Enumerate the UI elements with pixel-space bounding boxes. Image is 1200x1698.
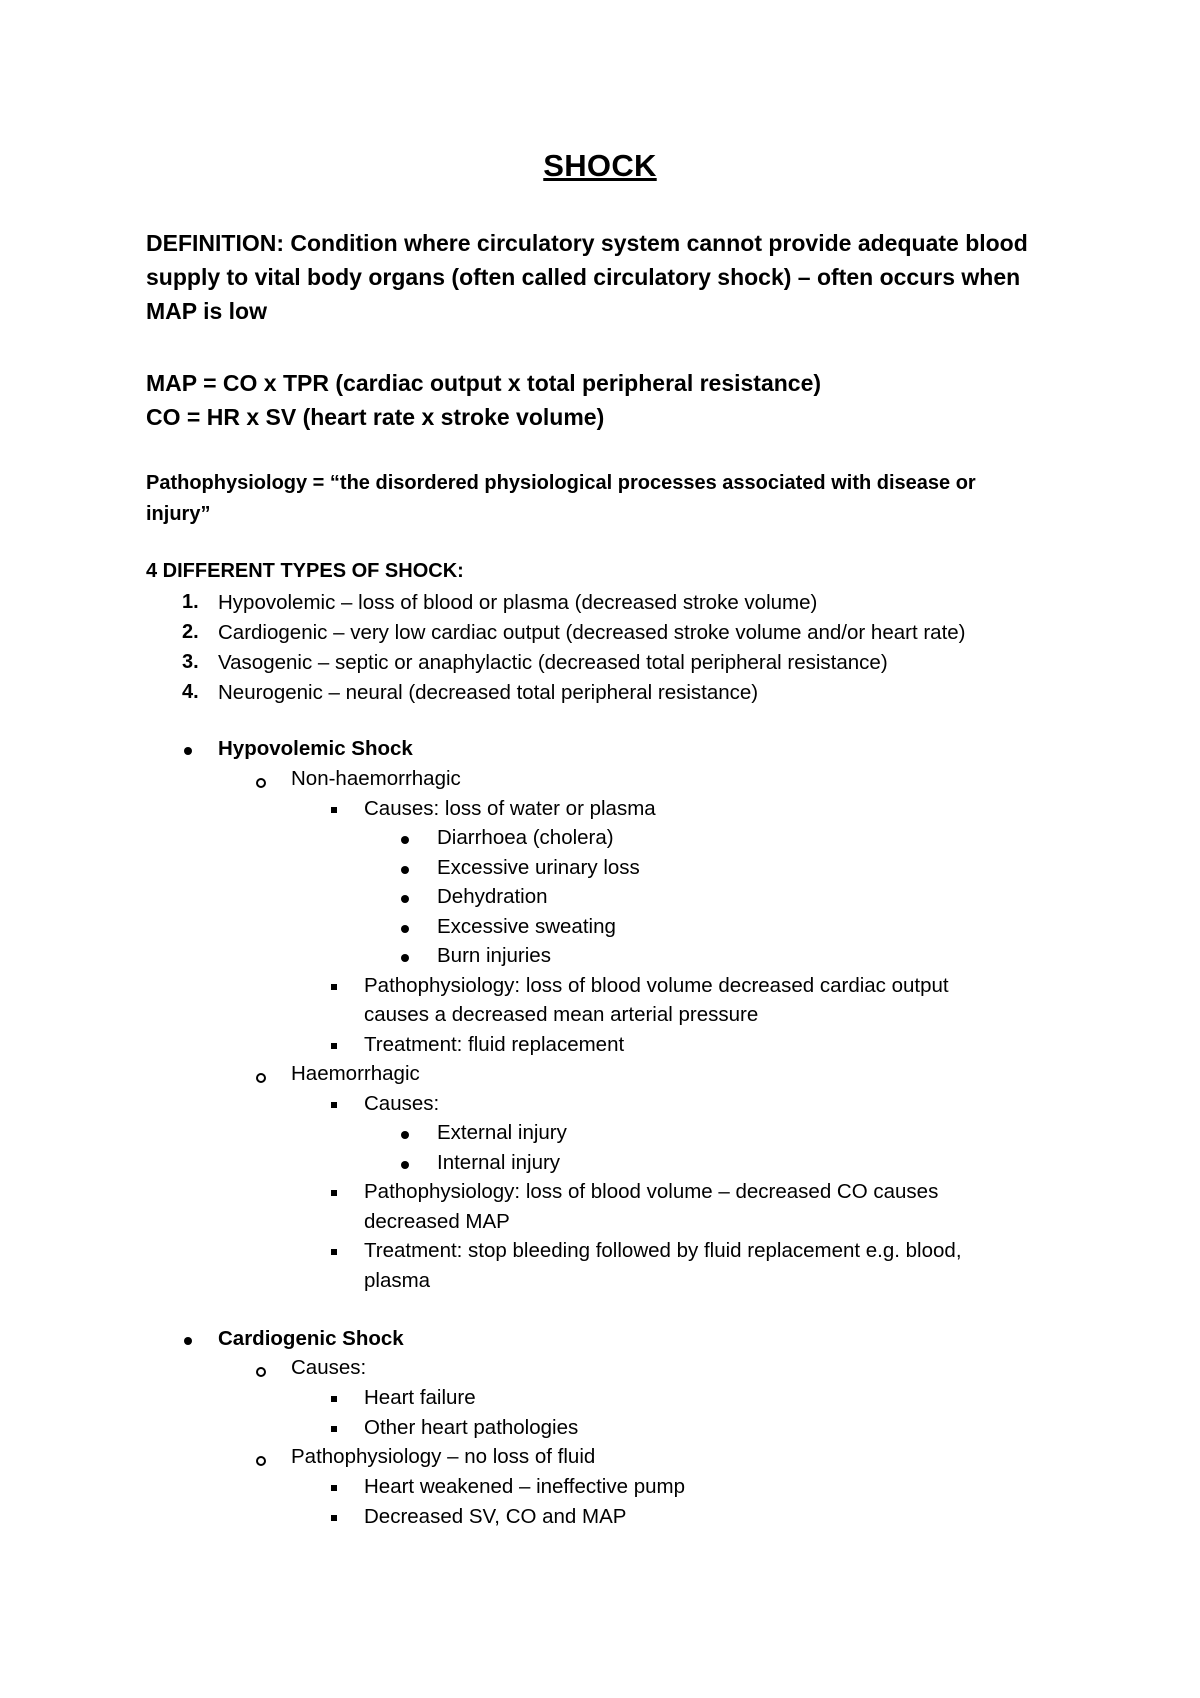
bullet-disc-icon [401,836,409,844]
pathophysiology-label: Pathophysiology – no loss of fluid [291,1445,596,1468]
types-heading: 4 DIFFERENT TYPES OF SHOCK: [146,560,464,582]
bullet-square-icon [331,984,337,990]
bullet-disc-icon [401,866,409,874]
page-title: SHOCK [543,148,657,183]
type-number: 4. [182,681,199,703]
section-heading-cardiogenic: Cardiogenic Shock [218,1327,404,1350]
pathophysiology-text: Pathophysiology: loss of blood volume – decreased CO causes [364,1180,939,1203]
type-number: 3. [182,651,199,673]
list-item: Other heart pathologies [364,1416,579,1439]
definition-paragraph: DEFINITION: Condition where circulatory system cannot provide adequate blood supply to vital body organs (often called circulatory shock) – often occurs when MAP is low [146,230,1028,324]
bullet-square-icon [331,1190,337,1196]
bullet-square-icon [331,1485,337,1491]
bullet-square-icon [331,1396,337,1402]
formula-co: CO = HR x SV (heart rate x stroke volume) [146,404,605,430]
pathophysiology-text: decreased MAP [364,1210,510,1233]
subheading-non-haemorrhagic: Non-haemorrhagic [291,767,461,790]
bullet-disc-icon [401,954,409,962]
bullet-square-icon [331,1043,337,1049]
list-item: Burn injuries [437,944,551,967]
list-item: Internal injury [437,1151,561,1174]
pathophysiology-text: causes a decreased mean arterial pressure [364,1003,759,1026]
bullet-square-icon [331,1102,337,1108]
type-item: Neurogenic – neural (decreased total peripheral resistance) [218,681,759,704]
bullet-disc-icon [184,747,192,755]
type-item: Hypovolemic – loss of blood or plasma (decreased stroke volume) [218,591,818,614]
list-item: Heart weakened – ineffective pump [364,1475,685,1498]
pathophysiology-text: Pathophysiology: loss of blood volume decreased cardiac output [364,974,949,997]
type-number: 1. [182,591,199,613]
pathophysiology-definition: Pathophysiology = “the disordered physiological processes associated with disease or injury” [146,472,976,525]
bullet-disc-icon [401,895,409,903]
list-item: Diarrhoea (cholera) [437,826,614,849]
bullet-circle-icon [256,1073,266,1083]
bullet-circle-icon [256,778,266,788]
bullet-square-icon [331,807,337,813]
formula-map: MAP = CO x TPR (cardiac output x total peripheral resistance) [146,370,822,396]
list-item: Excessive sweating [437,915,616,938]
list-item: Excessive urinary loss [437,856,640,879]
bullet-disc-icon [401,1161,409,1169]
list-item: Dehydration [437,885,548,908]
bullet-circle-icon [256,1367,266,1377]
treatment-text: Treatment: fluid replacement [364,1033,625,1056]
section-heading-hypovolemic: Hypovolemic Shock [218,737,413,760]
treatment-text: plasma [364,1269,431,1292]
bullet-square-icon [331,1515,337,1521]
bullet-square-icon [331,1249,337,1255]
bullet-circle-icon [256,1456,266,1466]
treatment-text: Treatment: stop bleeding followed by fluid replacement e.g. blood, [364,1239,962,1262]
list-item: Decreased SV, CO and MAP [364,1505,627,1528]
subheading-haemorrhagic: Haemorrhagic [291,1062,420,1085]
bullet-disc-icon [401,925,409,933]
causes-label: Causes: [291,1356,367,1379]
type-number: 2. [182,621,199,643]
bullet-disc-icon [401,1131,409,1139]
bullet-disc-icon [184,1337,192,1345]
type-item: Cardiogenic – very low cardiac output (decreased stroke volume and/or heart rate) [218,621,966,644]
list-item: External injury [437,1121,567,1144]
causes-label: Causes: [364,1092,440,1115]
causes-label: Causes: loss of water or plasma [364,797,656,820]
list-item: Heart failure [364,1386,476,1409]
bullet-square-icon [331,1426,337,1432]
type-item: Vasogenic – septic or anaphylactic (decreased total peripheral resistance) [218,651,888,674]
